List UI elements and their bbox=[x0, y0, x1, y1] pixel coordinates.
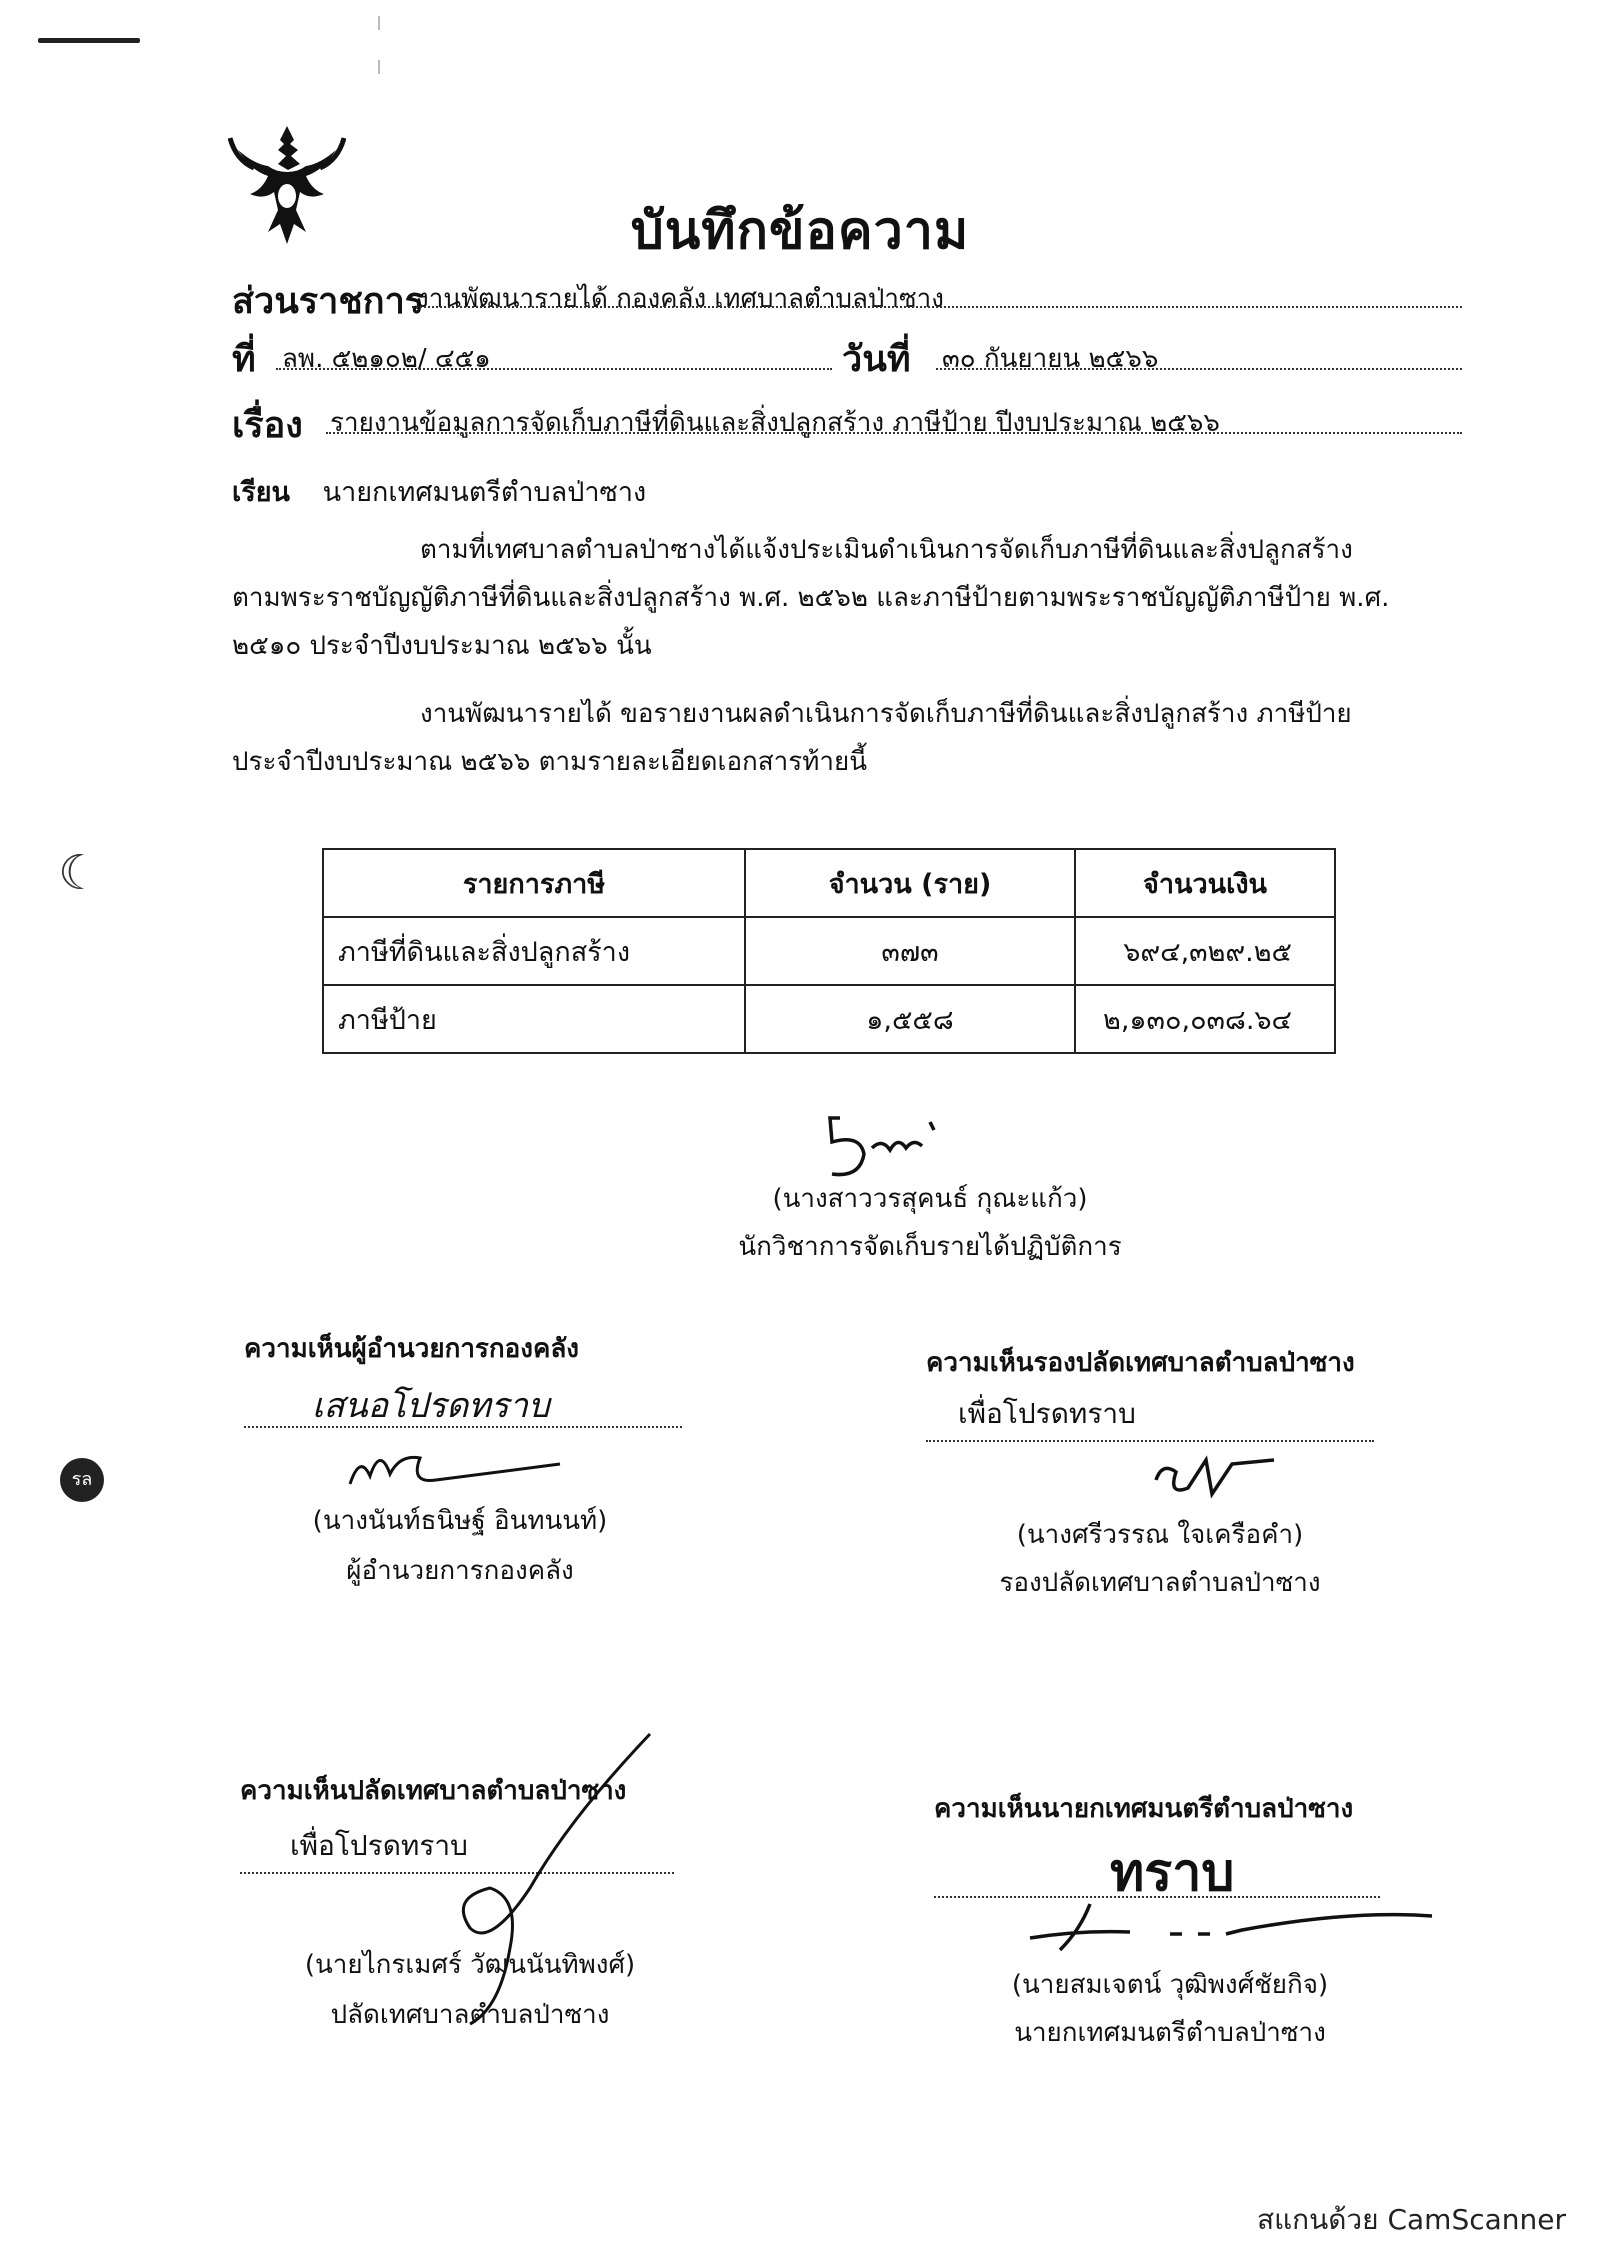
table-header-count: จำนวน (ราย) bbox=[745, 849, 1075, 917]
paragraph-1-line-1: ตามที่เทศบาลตำบลป่าซางได้แจ้งประเมินดำเนินการจัดเก็บภาษีที่ดินและสิ่งปลูกสร้าง bbox=[420, 535, 1353, 565]
opinion-clerk-name: (นายไกรเมศร์ วัฒนนันทิพงศ์) bbox=[304, 1950, 636, 1980]
ref-label: ที่ bbox=[232, 339, 256, 380]
ref-value: ลพ. ๕๒๑๐๒/ ๔๕๑ bbox=[282, 344, 491, 374]
tax-summary-table bbox=[322, 848, 1336, 1054]
table-cell-count: ๓๗๓ bbox=[745, 917, 1075, 985]
opinion-mayor-handwritten: ทราบ bbox=[1110, 1843, 1235, 1903]
signature-mayor bbox=[1020, 1900, 1440, 1960]
paragraph-1-line-3: ๒๕๑๐ ประจำปีงบประมาณ ๒๕๖๖ นั้น bbox=[232, 631, 652, 661]
subject-value: รายงานข้อมูลการจัดเก็บภาษีที่ดินและสิ่งปลูกสร้าง ภาษีป้าย ปีงบประมาณ ๒๕๖๖ bbox=[330, 408, 1220, 438]
subject-label: เรื่อง bbox=[232, 405, 303, 446]
opinion-clerk-handwritten: เพื่อโปรดทราบ bbox=[290, 1829, 468, 1862]
opinion-deputy-name: (นางศรีวรรณ ใจเครือคำ) bbox=[1016, 1520, 1304, 1550]
table-row bbox=[323, 985, 1335, 1053]
opinion-deputy-position: รองปลัดเทศบาลตำบลป่าซาง bbox=[999, 1568, 1321, 1598]
table-cell-item: ภาษีที่ดินและสิ่งปลูกสร้าง bbox=[323, 917, 745, 985]
memo-title: บันทึกข้อความ bbox=[630, 201, 970, 261]
agency-label: ส่วนราชการ bbox=[232, 281, 425, 322]
opinion-deputy-dotted-line bbox=[926, 1440, 1374, 1442]
opinion-finance-handwritten: เสนอโปรดทราบ bbox=[312, 1386, 550, 1426]
paragraph-2-line-2: ประจำปีงบประมาณ ๒๕๖๖ ตามรายละเอียดเอกสารท้ายนี้ bbox=[232, 747, 867, 777]
opinion-clerk-label: ความเห็นปลัดเทศบาลตำบลป่าซาง bbox=[240, 1776, 627, 1806]
opinion-deputy-handwritten: เพื่อโปรดทราบ bbox=[958, 1397, 1136, 1430]
side-binding-mark: ☾ bbox=[58, 845, 102, 901]
salutation bbox=[232, 470, 646, 513]
scan-mark bbox=[38, 38, 140, 43]
paragraph-1-line-2: ตามพระราชบัญญัติภาษีที่ดินและสิ่งปลูกสร้าง พ.ศ. ๒๕๖๒ และภาษีป้ายตามพระราชบัญญัติภาษีป้าย พ.ศ. bbox=[232, 583, 1390, 613]
paragraph-2-line-1: งานพัฒนารายได้ ขอรายงานผลดำเนินการจัดเก็บภาษีที่ดินและสิ่งปลูกสร้าง ภาษีป้าย bbox=[420, 699, 1352, 729]
opinion-finance-dotted-line bbox=[244, 1426, 682, 1428]
salutation-label: เรียน bbox=[232, 477, 291, 508]
opinion-finance-position: ผู้อำนวยการกองคลัง bbox=[346, 1556, 574, 1586]
scanner-watermark: สแกนด้วย CamScanner bbox=[1257, 2203, 1566, 2236]
scan-artifact bbox=[378, 16, 380, 76]
opinion-clerk-position: ปลัดเทศบาลตำบลป่าซาง bbox=[330, 2000, 610, 2030]
opinion-finance-label: ความเห็นผู้อำนวยการกองคลัง bbox=[244, 1334, 579, 1364]
table-header-amount: จำนวนเงิน bbox=[1075, 849, 1335, 917]
opinion-finance-name: (นางนันท์ธนิษฐ์ อินทนนท์) bbox=[312, 1506, 608, 1536]
signature-deputy-clerk bbox=[1146, 1450, 1286, 1510]
opinion-deputy-label: ความเห็นรองปลัดเทศบาลตำบลป่าซาง bbox=[926, 1348, 1355, 1378]
opinion-mayor-label: ความเห็นนายกเทศมนตรีตำบลป่าซาง bbox=[934, 1794, 1354, 1824]
date-dotted-line bbox=[936, 368, 1462, 370]
table-cell-amount: ๒,๑๓๐,๐๓๘.๖๔ bbox=[1075, 985, 1335, 1053]
table-cell-amount: ๖๙๔,๓๒๙.๒๕ bbox=[1075, 917, 1335, 985]
subject-dotted-line bbox=[326, 432, 1462, 434]
table-header-item: รายการภาษี bbox=[323, 849, 745, 917]
table-row bbox=[323, 917, 1335, 985]
date-value: ๓๐ กันยายน ๒๕๖๖ bbox=[942, 344, 1159, 374]
opinion-mayor-position: นายกเทศมนตรีตำบลป่าซาง bbox=[1014, 2018, 1326, 2048]
ref-dotted-line bbox=[276, 368, 832, 370]
table-cell-count: ๑,๕๕๘ bbox=[745, 985, 1075, 1053]
side-stamp: รล bbox=[60, 1458, 104, 1502]
signature-main bbox=[810, 1108, 990, 1188]
opinion-mayor-name: (นายสมเจตน์ วุฒิพงศ์ชัยกิจ) bbox=[1011, 1970, 1329, 2000]
salutation-value: นายกเทศมนตรีตำบลป่าซาง bbox=[322, 477, 647, 508]
signature-finance-director bbox=[340, 1434, 570, 1504]
date-label: วันที่ bbox=[842, 339, 911, 380]
opinion-mayor-dotted-line bbox=[934, 1896, 1380, 1898]
agency-value: งานพัฒนารายได้ กองคลัง เทศบาลตำบลป่าซาง bbox=[416, 284, 944, 314]
signatory-main-name: (นางสาววรสุคนธ์ กุณะแก้ว) bbox=[772, 1184, 1088, 1214]
table-header-row bbox=[323, 849, 1335, 917]
table-cell-item: ภาษีป้าย bbox=[323, 985, 745, 1053]
signatory-main-position: นักวิชาการจัดเก็บรายได้ปฏิบัติการ bbox=[738, 1232, 1122, 1262]
agency-dotted-line bbox=[412, 306, 1462, 308]
